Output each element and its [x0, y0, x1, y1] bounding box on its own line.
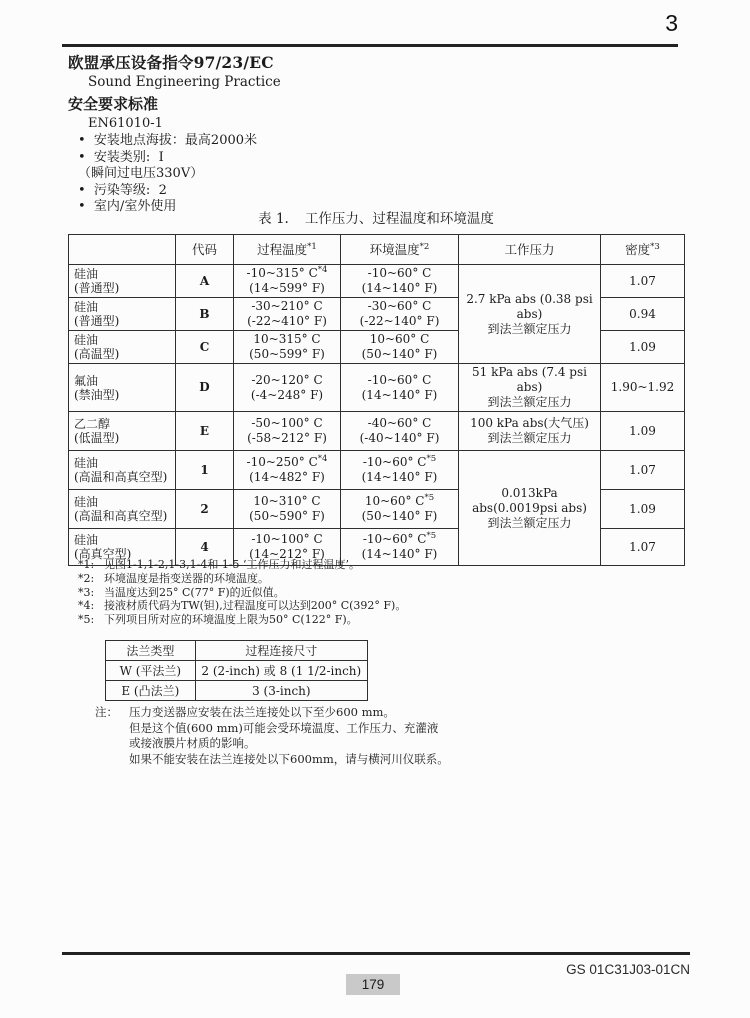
bullet-overvoltage: （瞬间过电压330V） — [78, 166, 204, 182]
cell-ambient-temp: 10~60° $C^{*5}$ (50~140° F) — [341, 490, 459, 529]
table-row-a — [69, 265, 685, 298]
cell-code: E — [176, 412, 234, 451]
cell-density: 1.09 — [601, 490, 685, 529]
flange-type: E (凸法兰) — [106, 681, 196, 701]
cell-ambient-temp: -10~60° C (14~140° F) — [341, 265, 459, 298]
table-row-e — [69, 412, 685, 451]
cell-code: 1 — [176, 451, 234, 490]
cell-density: 1.07 — [601, 529, 685, 566]
table-caption-label: 表 1. — [258, 211, 289, 227]
cell-material: 硅油 (普通型) — [69, 265, 176, 298]
footnote-2: *2: 环境温度是指变送器的环境温度。 — [78, 571, 269, 585]
cell-material: 硅油 (高温和高真空型) — [69, 451, 176, 490]
cell-pressure-d: 51 kPa abs (7.4 psi abs) 到法兰额定压力 — [459, 364, 601, 412]
note-line: 压力变送器应安装在法兰连接处以下至少600 mm。 — [129, 705, 395, 719]
cell-code: 2 — [176, 490, 234, 529]
safety-section-title: 安全要求标准 — [68, 95, 159, 114]
cell-material: 硅油 (高真空型) — [69, 529, 176, 566]
table-caption — [68, 207, 684, 227]
note-line: 或接液膜片材质的影响。 — [129, 736, 256, 750]
installation-note — [95, 705, 449, 767]
cell-material: 硅油 (普通型) — [69, 298, 176, 331]
bullet-category: • 安装类别: Ⅰ — [78, 149, 164, 165]
cell-code: 4 — [176, 529, 234, 566]
cell-pressure-124: 0.013kPa abs(0.0019psi abs) 到法兰额定压力 — [459, 451, 601, 566]
flange-size: 2 (2-inch) 或 8 (1 1/2-inch) — [195, 661, 367, 681]
cell-process-temp: -30~210° C (-22~410° F) — [234, 298, 341, 331]
cell-density: 1.07 — [601, 451, 685, 490]
header-ambient-temp: 环境温度$^{*2}$ — [341, 235, 459, 265]
cell-density: 1.09 — [601, 331, 685, 364]
flange-header-type: 法兰类型 — [106, 641, 196, 661]
cell-pressure-e: 100 kPa abs(大气压) 到法兰额定压力 — [459, 412, 601, 451]
bullet-usage: • 室内/室外使用 — [78, 199, 177, 215]
chapter-number: 3 — [665, 10, 678, 36]
cell-code: C — [176, 331, 234, 364]
flange-table — [105, 640, 368, 701]
header-working-pressure: 工作压力 — [459, 235, 601, 265]
cell-code: D — [176, 364, 234, 412]
cell-density: 1.07 — [601, 265, 685, 298]
footnote-list — [78, 558, 406, 627]
header-density: 密度$^{*3}$ — [601, 235, 685, 265]
cell-process-temp: 10~315° C (50~599° F) — [234, 331, 341, 364]
cell-process-temp: -50~100° C (-58~212° F) — [234, 412, 341, 451]
cell-material: 氟油 (禁油型) — [69, 364, 176, 412]
footer-divider — [62, 952, 690, 955]
note-line: 如果不能安装在法兰连接处以下600mm，请与横河川仪联系。 — [129, 751, 449, 766]
flange-header-size: 过程连接尺寸 — [195, 641, 367, 661]
cell-material: 硅油 (高温型) — [69, 331, 176, 364]
header-process-temp: 过程温度$^{*1}$ — [234, 235, 341, 265]
header-divider — [62, 44, 678, 47]
flange-type: W (平法兰) — [106, 661, 196, 681]
page-header-block — [68, 53, 281, 216]
cell-process-temp: -10~315° $C^{*4}$ (14~599° F) — [234, 265, 341, 298]
standard-number: EN61010-1 — [88, 116, 163, 131]
table-row-d — [69, 364, 685, 412]
cell-density: 1.90~1.92 — [601, 364, 685, 412]
page-number-badge: 179 — [346, 974, 400, 995]
directive-subtitle: Sound Engineering Practice — [88, 74, 281, 91]
cell-material: 硅油 (高温和高真空型) — [69, 490, 176, 529]
cell-density: 1.09 — [601, 412, 685, 451]
cell-ambient-temp: -10~60° $C^{*5}$ (14~140° F) — [341, 529, 459, 566]
note-body — [129, 705, 449, 767]
directive-title: 欧盟承压设备指令97/23/EC — [68, 53, 274, 72]
flange-size: 3 (3-inch) — [195, 681, 367, 701]
flange-header-row — [106, 641, 368, 661]
cell-process-temp: -20~120° C (-4~248° F) — [234, 364, 341, 412]
cell-material: 乙二醇 (低温型) — [69, 412, 176, 451]
note-line: 但是这个值(600 mm)可能会受环境温度、工作压力、充灌液 — [129, 720, 439, 735]
cell-density: 0.94 — [601, 298, 685, 331]
footnote-1: *1: 见图1-1,1-2,1-3,1-4和 1-5 ‘工作压力和过程温度’。 — [78, 558, 361, 571]
cell-ambient-temp: -30~60° C (-22~140° F) — [341, 298, 459, 331]
cell-process-temp: -10~100° C (14~212° F) — [234, 529, 341, 566]
footnote-4: *4: 接液材质代码为TW(钽),过程温度可以达到200° C(392° F)。 — [78, 599, 407, 613]
bullet-pollution: • 污染等级: 2 — [78, 182, 167, 198]
flange-row-w — [106, 661, 368, 681]
cell-process-temp: 10~310° C (50~590° F) — [234, 490, 341, 529]
flange-row-e — [106, 681, 368, 701]
cell-ambient-temp: -10~60° $C^{*5}$ (14~140° F) — [341, 451, 459, 490]
table-caption-text: 工作压力、过程温度和环境温度 — [304, 211, 494, 227]
cell-process-temp: -10~250° $C^{*4}$ (14~482° F) — [234, 451, 341, 490]
document-code: GS 01C31J03-01CN — [566, 962, 690, 977]
cell-ambient-temp: -40~60° C (-40~140° F) — [341, 412, 459, 451]
table-row-1 — [69, 451, 685, 490]
footnote-5: *5: 下列项目所对应的环境温度上限为50° C(122° F)。 — [78, 613, 358, 627]
bullet-altitude: • 安装地点海拔：最高2000米 — [78, 133, 258, 149]
safety-bullet-list — [78, 133, 281, 216]
table-header-row — [69, 235, 685, 265]
cell-ambient-temp: -10~60° C (14~140° F) — [341, 364, 459, 412]
cell-ambient-temp: 10~60° C (50~140° F) — [341, 331, 459, 364]
header-code: 代码 — [176, 235, 234, 265]
cell-pressure-abc: 2.7 kPa abs (0.38 psi abs) 到法兰额定压力 — [459, 265, 601, 364]
conditions-table — [68, 234, 685, 566]
note-label: 注： — [95, 705, 118, 719]
footnote-3: *3: 当温度达到25° C(77° F)的近似值。 — [78, 585, 285, 599]
cell-code: A — [176, 265, 234, 298]
header-material-blank — [69, 235, 176, 265]
cell-code: B — [176, 298, 234, 331]
